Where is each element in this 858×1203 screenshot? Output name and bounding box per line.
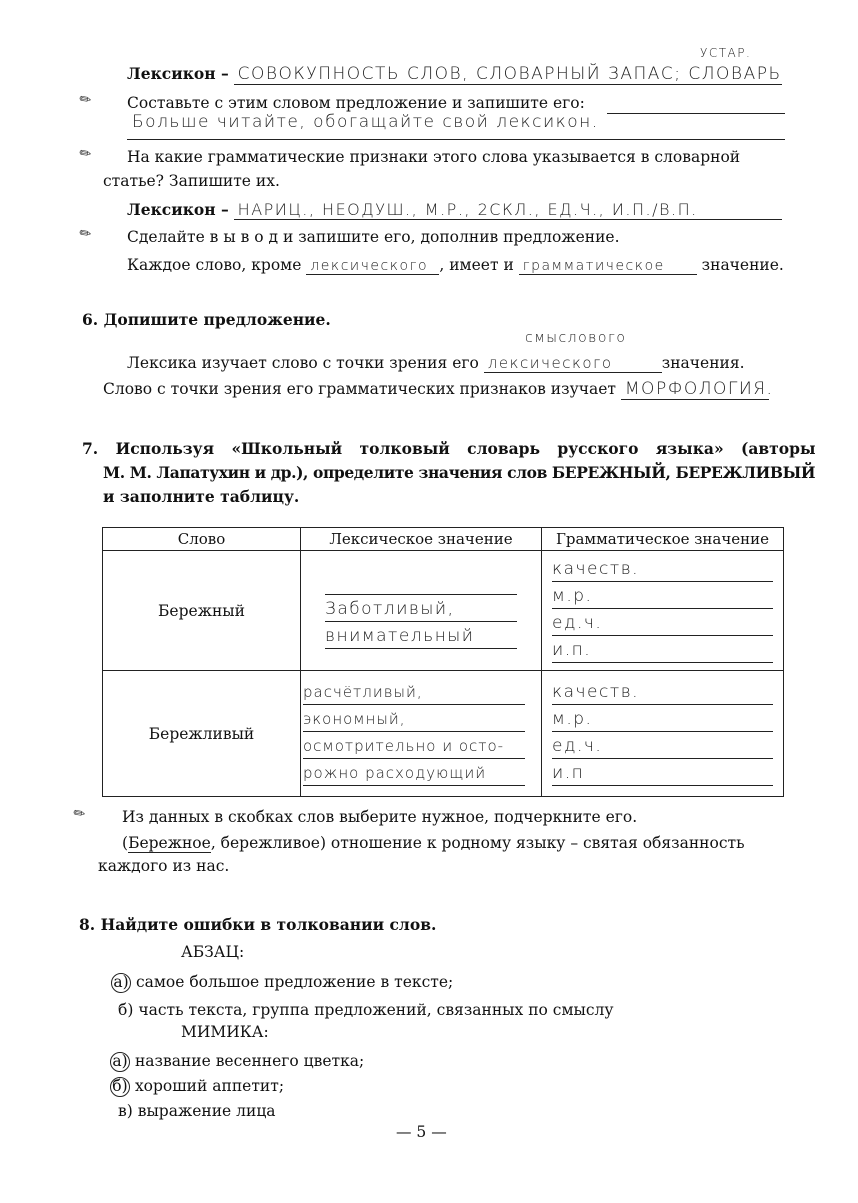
option-letter: в): [118, 1102, 133, 1120]
pencil-icon: ✎: [76, 144, 96, 164]
underlined-choice: Бережное: [128, 834, 211, 852]
option-b: [118, 1001, 614, 1019]
option-text: выражение лица: [137, 1102, 276, 1120]
ex6-line2: [103, 379, 774, 400]
option-b: [110, 1077, 284, 1097]
text: Слово с точки зрения его грамматических признаков изучает: [103, 380, 616, 398]
text: , бережливое) отношение к родному языку – святая обязанность: [210, 834, 745, 852]
ex6-line1: [127, 354, 745, 373]
lexical-line: осмотрительно и осто-: [303, 734, 525, 759]
lexical-cell: [301, 671, 542, 797]
choose-word-sentence-cont: каждого из нас.: [98, 857, 230, 875]
lexical-line: Заботливый,: [325, 597, 517, 622]
answer-line: [127, 139, 785, 140]
task-compose-sentence: Составьте с этим словом предложение и запишите его:: [127, 94, 585, 112]
pencil-icon: ✎: [70, 804, 90, 824]
exercise-7-heading-2: М. М. Лапатухин и др.), определите значения слов БЕРЕЖНЫЙ, БЕРЕЖЛИВЫЙ: [103, 463, 816, 482]
grammatical-line: и.п.: [552, 638, 773, 663]
lexicon-definition-answer: СОВОКУПНОСТЬ СЛОВ, СЛОВАРНЫЙ ЗАПАС; СЛОВАРЬ: [234, 64, 782, 85]
lexicon-definition-line: [127, 64, 782, 85]
conclusion-sentence: [127, 256, 784, 275]
grammatical-line: ед.ч.: [552, 611, 773, 636]
lexical-line: внимательный: [325, 624, 517, 649]
option-letter: б): [118, 1001, 134, 1019]
word-cell: Бережный: [103, 551, 301, 671]
exercise-6-heading: 6. Допишите предложение.: [82, 310, 331, 329]
task-conclusion: Сделайте в ы в о д и запишите его, дополнив предложение.: [127, 228, 620, 246]
table-header-row: [103, 528, 784, 551]
fill-morphology: МОРФОЛОГИЯ.: [621, 379, 769, 400]
grammar-features-answer: НАРИЦ., НЕОДУШ., М.Р., 2СКЛ., ЕД.Ч., И.П./В.П.: [234, 200, 782, 220]
text: Каждое слово, кроме: [127, 256, 302, 274]
text: (: [122, 834, 129, 852]
fill-above-semantic: смыслового: [525, 330, 627, 346]
header-grammatical: Грамматическое значение: [542, 528, 784, 551]
grammatical-line: качеств.: [552, 557, 773, 582]
header-word: Слово: [103, 528, 301, 551]
option-text: часть текста, группа предложений, связанных по смыслу: [138, 1001, 614, 1019]
answer-line: [607, 113, 785, 114]
grammatical-line: м.р.: [552, 584, 773, 609]
grammatical-cell: [542, 671, 784, 797]
term-mimika: МИМИКА:: [181, 1023, 269, 1041]
pencil-icon: ✎: [76, 90, 96, 110]
text: Лексика изучает слово с точки зрения его: [127, 354, 479, 372]
lexicon-grammar-line: [127, 200, 782, 220]
circled-letter: а): [110, 1052, 130, 1072]
option-text: самое большое предложение в тексте;: [135, 973, 454, 991]
exercise-7-heading-3: и заполните таблицу.: [103, 487, 300, 506]
lexical-line: расчётливый,: [303, 680, 525, 705]
answer-sentence: Больше читайте, обогащайте свой лексикон.: [132, 112, 599, 132]
lexicon-label: Лексикон –: [127, 200, 229, 219]
term-abzac: АБЗАЦ:: [181, 943, 245, 961]
words-table: [102, 527, 784, 797]
circled-letter: а): [111, 973, 131, 993]
option-text: название весеннего цветка;: [134, 1052, 365, 1070]
lexical-line: [325, 570, 517, 595]
option-a: [111, 973, 453, 993]
grammatical-line: м.р.: [552, 707, 773, 732]
header-lexical: Лексическое значение: [301, 528, 542, 551]
lexicon-label: Лексикон –: [127, 64, 229, 83]
lexical-cell: [301, 551, 542, 671]
exercise-7-heading-1: 7. Используя «Школьный толковый словарь русского языка» (авторы: [82, 439, 816, 458]
grammatical-line: ед.ч.: [552, 734, 773, 759]
grammatical-line: качеств.: [552, 680, 773, 705]
note-obsolete: УСТАР.: [700, 46, 752, 60]
exercise-8-heading: 8. Найдите ошибки в толковании слов.: [79, 915, 437, 934]
circled-letter: б): [110, 1077, 130, 1097]
text: , имеет и: [439, 256, 514, 274]
grammatical-line: и.п: [552, 761, 773, 786]
fill-grammatical: грамматическое: [519, 258, 697, 275]
option-a: [110, 1052, 364, 1072]
fill-lexical: лексического: [306, 258, 439, 275]
choose-word-sentence: [122, 834, 745, 852]
option-v: [118, 1102, 276, 1120]
lexical-line: экономный,: [303, 707, 525, 732]
task-choose-word: Из данных в скобках слов выберите нужное, подчеркните его.: [122, 808, 638, 826]
task-grammar-features-cont: статье? Запишите их.: [103, 172, 280, 190]
fill-lexical: лексического: [484, 354, 662, 373]
task-grammar-features: На какие грамматические признаки этого слова указывается в словарной: [127, 148, 741, 166]
text: значения.: [661, 354, 745, 372]
text: значение.: [701, 256, 784, 274]
table-row: [103, 551, 784, 671]
lexical-line: рожно расходующий: [303, 761, 525, 786]
pencil-icon: ✎: [76, 224, 96, 244]
page-number: — 5 —: [396, 1123, 447, 1141]
option-text: хороший аппетит;: [134, 1077, 285, 1095]
word-cell: Бережливый: [103, 671, 301, 797]
table-row: [103, 671, 784, 797]
grammatical-cell: [542, 551, 784, 671]
